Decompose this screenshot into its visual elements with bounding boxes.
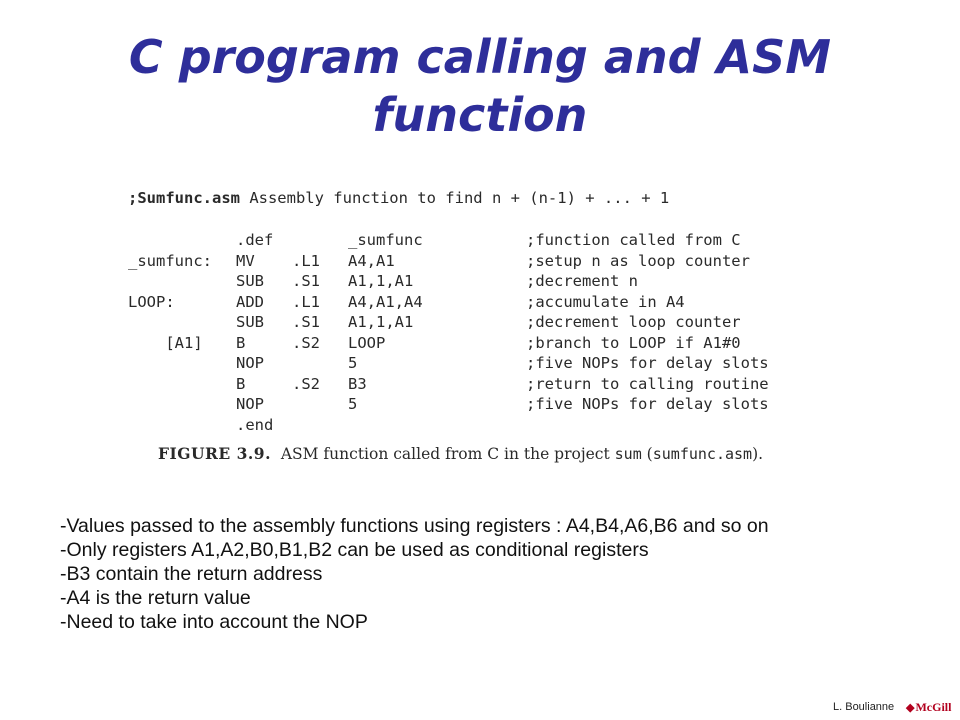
bullet-item: -Need to take into account the NOP <box>60 611 368 633</box>
slide-title <box>0 28 960 144</box>
code-unit: .S1 <box>292 272 320 290</box>
code-label: LOOP: <box>128 292 175 311</box>
code-comment: ;return to calling routine <box>526 374 769 393</box>
code-args: A1,1,A1 <box>348 272 414 290</box>
code-header <box>128 188 669 208</box>
code-unit: .S2 <box>292 374 320 393</box>
code-op: SUB <box>236 313 264 331</box>
footer-author: L. Boulianne <box>833 701 895 713</box>
code-unit: .S1 <box>292 313 320 331</box>
bullet-item: -Values passed to the assembly functions using registers : A4,B4,A6,B6 and so on <box>60 515 769 537</box>
bullet-item: -A4 is the return value <box>60 587 251 609</box>
code-op: .def <box>236 231 274 249</box>
code-op: NOP <box>236 354 264 372</box>
code-line <box>128 312 828 332</box>
code-line <box>128 333 828 353</box>
code-args: 5 <box>348 354 358 372</box>
code-args: 5 <box>348 395 358 413</box>
code-comment: ;accumulate in A4 <box>526 292 685 311</box>
code-line <box>128 271 828 291</box>
code-op: SUB <box>236 272 264 290</box>
figure-caption-text: ASM function called from C in the project <box>270 445 615 463</box>
code-args: B3 <box>348 374 367 393</box>
code-header-description: Assembly function to find n + (n-1) + ... + 1 <box>239 189 670 207</box>
shield-icon: ◆ <box>906 702 915 714</box>
code-line <box>128 374 828 394</box>
code-header-filename: ;Sumfunc.asm <box>128 189 240 207</box>
code-line <box>128 251 828 271</box>
code-op: B <box>236 333 246 352</box>
code-comment: ;setup n as loop counter <box>526 251 750 270</box>
figure-caption-label: FIGURE 3.9. <box>158 444 271 463</box>
code-op: MV <box>236 251 255 270</box>
code-figure <box>128 186 828 466</box>
figure-caption <box>158 444 763 463</box>
code-args: _sumfunc <box>348 231 423 249</box>
code-label: [A1] <box>128 333 203 352</box>
code-args: A1,1,A1 <box>348 313 414 331</box>
mcgill-logo-text: McGill <box>915 700 952 714</box>
code-args: A4,A1,A4 <box>348 292 423 311</box>
bullet-item: -B3 contain the return address <box>60 563 323 585</box>
code-line <box>128 292 828 312</box>
figure-caption-file: sumfunc.asm <box>652 445 753 463</box>
code-op: NOP <box>236 395 264 413</box>
code-op: ADD <box>236 292 264 311</box>
code-line <box>128 353 828 373</box>
code-label: _sumfunc: <box>128 251 212 270</box>
code-unit: .L1 <box>292 251 320 270</box>
code-line <box>128 230 828 250</box>
bullet-list <box>60 514 769 634</box>
slide-title-line-2: function <box>372 88 588 142</box>
code-args: LOOP <box>348 333 386 352</box>
code-line <box>128 394 828 414</box>
code-args: A4,A1 <box>348 251 395 270</box>
figure-caption-close: ). <box>752 445 764 463</box>
code-op: .end <box>236 415 274 434</box>
code-comment: ;five NOPs for delay slots <box>526 354 769 372</box>
code-op: B <box>236 374 246 393</box>
code-unit: .L1 <box>292 292 320 311</box>
code-comment: ;decrement n <box>526 272 638 290</box>
code-comment: ;five NOPs for delay slots <box>526 395 769 413</box>
code-comment: ;decrement loop counter <box>526 313 741 331</box>
slide-title-line-1: C program calling and ASM <box>128 30 832 84</box>
bullet-item: -Only registers A1,A2,B0,B1,B2 can be used as conditional registers <box>60 539 649 561</box>
figure-caption-open: ( <box>641 445 653 463</box>
mcgill-logo <box>906 700 951 715</box>
code-unit: .S2 <box>292 333 320 352</box>
figure-caption-project: sum <box>614 445 642 463</box>
code-line <box>128 415 828 435</box>
code-comment: ;branch to LOOP if A1#0 <box>526 333 741 352</box>
code-comment: ;function called from C <box>526 231 741 249</box>
